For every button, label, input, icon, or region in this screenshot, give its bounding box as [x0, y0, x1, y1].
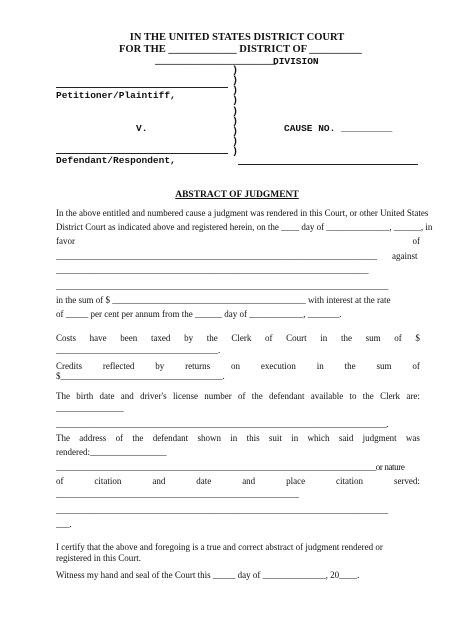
court-heading: IN THE UNITED STATES DISTRICT COURT [129, 32, 345, 43]
rendered-line: rendered:_________________ [56, 447, 167, 457]
word: defendant [269, 391, 305, 401]
word: the [340, 333, 352, 343]
paren: ) [232, 137, 239, 148]
word: Clerk [231, 333, 252, 343]
against-label: against [392, 251, 418, 261]
word: driver's [140, 391, 167, 401]
word: shown [197, 433, 221, 443]
word: license [172, 391, 198, 401]
word: the [132, 433, 144, 443]
word: of [56, 476, 64, 486]
word: on [230, 361, 240, 371]
credits-blank: $____________________________________. [56, 371, 225, 381]
word: by [184, 333, 194, 343]
word: which [307, 433, 330, 443]
district-line: FOR THE _____________ DISTRICT OF __________ [119, 44, 362, 55]
word: in [320, 333, 328, 343]
paren: ) [232, 107, 239, 118]
word: the [344, 361, 356, 371]
word: are: [406, 391, 420, 401]
birth-line [56, 391, 420, 402]
versus-label: V. [136, 123, 148, 134]
word: available [310, 391, 344, 401]
paren: ) [232, 147, 239, 158]
defendant-label: Defendant/Respondent, [56, 155, 176, 166]
favor-word: favor [56, 236, 75, 246]
word: citation [336, 476, 364, 486]
word: to [349, 391, 357, 401]
petitioner-label: Petitioner/Plaintiff, [56, 90, 176, 101]
word: of [394, 333, 402, 343]
word: date [99, 391, 115, 401]
word: and [152, 476, 166, 486]
address-line [56, 433, 420, 444]
word: Costs [56, 333, 77, 343]
word: the [362, 391, 374, 401]
word: said [338, 433, 354, 443]
citation-line [56, 476, 420, 487]
word: been [120, 333, 138, 343]
word: Clerk [380, 391, 401, 401]
favor-blank: ____________________________________________________________________________ [56, 251, 377, 261]
word: was [405, 433, 420, 443]
defendant-rule [56, 153, 228, 154]
citation-blank-2: _____________________________________________________________________________________ [56, 505, 388, 515]
word: by [155, 361, 165, 371]
document-title: ABSTRACT OF JUDGMENT [175, 190, 299, 200]
word: birth [76, 391, 94, 401]
favor-line [56, 236, 420, 247]
witness-line: Witness my hand and seal of the Court this _____ day of ______________, 20____. [56, 570, 360, 580]
word: in [316, 361, 324, 371]
word: defendant [152, 433, 189, 443]
sum-line: in the sum of $ ___________________________________________ with interest at the rate [56, 295, 391, 305]
word: in [230, 433, 238, 443]
word: of [237, 391, 246, 401]
interest-line: of _____ per cent per annum from the ______ day of ____________, _______. [56, 309, 342, 319]
word: sum [365, 333, 381, 343]
paren: ) [232, 66, 239, 77]
word: taxed [150, 333, 171, 343]
word: of [412, 361, 420, 371]
blank-line-b: ____________________________________________________________________________________ [56, 281, 388, 291]
costs-blank: ____________________________________. [56, 345, 221, 355]
word: $ [415, 333, 420, 343]
word: Court [286, 333, 307, 343]
blank-line-a: ________________________________________________________________________________ [56, 265, 369, 275]
word: The [56, 433, 70, 443]
of-word: of [412, 236, 420, 246]
division-blank: _______________________ [155, 55, 276, 66]
paragraph-1-line-2: District Court as indicated above and registered herein, on the ____ day of ______________, ______, in [56, 222, 433, 232]
word: citation [94, 476, 122, 486]
word: reflected [102, 361, 135, 371]
word: returns [185, 361, 211, 371]
word: have [89, 333, 107, 343]
end-blank: ___. [56, 519, 72, 529]
word: date [196, 476, 212, 486]
word: served: [393, 476, 420, 486]
paren: ) [232, 127, 239, 138]
cause-number: CAUSE NO. _________ [284, 123, 393, 134]
paragraph-1-line-1: In the above entitled and numbered cause a judgment was rendered in this Court, or other United States [56, 208, 429, 218]
word: of [115, 433, 124, 443]
word: place [286, 476, 306, 486]
certify-paragraph: I certify that the above and foregoing is a true and correct abstract of judgment rendered or registered in this Court. [56, 542, 383, 563]
word: execution [260, 361, 296, 371]
birth-blank: _______________ [56, 403, 124, 413]
birth-line-2: ____________________________________________________________________________________. [56, 419, 388, 429]
citation-blank-1: ______________________________________________________ [56, 489, 299, 499]
petitioner-rule [56, 87, 228, 88]
word: The [56, 391, 70, 401]
word: the [251, 391, 263, 401]
word: address [79, 433, 107, 443]
word: of [265, 333, 273, 343]
division-label: DIVISION [273, 56, 319, 67]
word: the [206, 333, 218, 343]
paren: ) [232, 86, 239, 97]
word: sum [376, 361, 392, 371]
word: number [204, 391, 232, 401]
word: suit [268, 433, 282, 443]
word: and [120, 391, 134, 401]
word: judgment [362, 433, 397, 443]
paren: ) [232, 76, 239, 87]
paren: ) [232, 96, 239, 107]
nature-line: ______________________________________________________________________________or nature [56, 462, 405, 472]
caption-bottom-rule [238, 164, 418, 165]
word: and [242, 476, 256, 486]
paren: ) [232, 117, 239, 128]
costs-line [56, 333, 420, 344]
word: Credits [56, 361, 82, 371]
word: this [246, 433, 260, 443]
word: in [291, 433, 299, 443]
